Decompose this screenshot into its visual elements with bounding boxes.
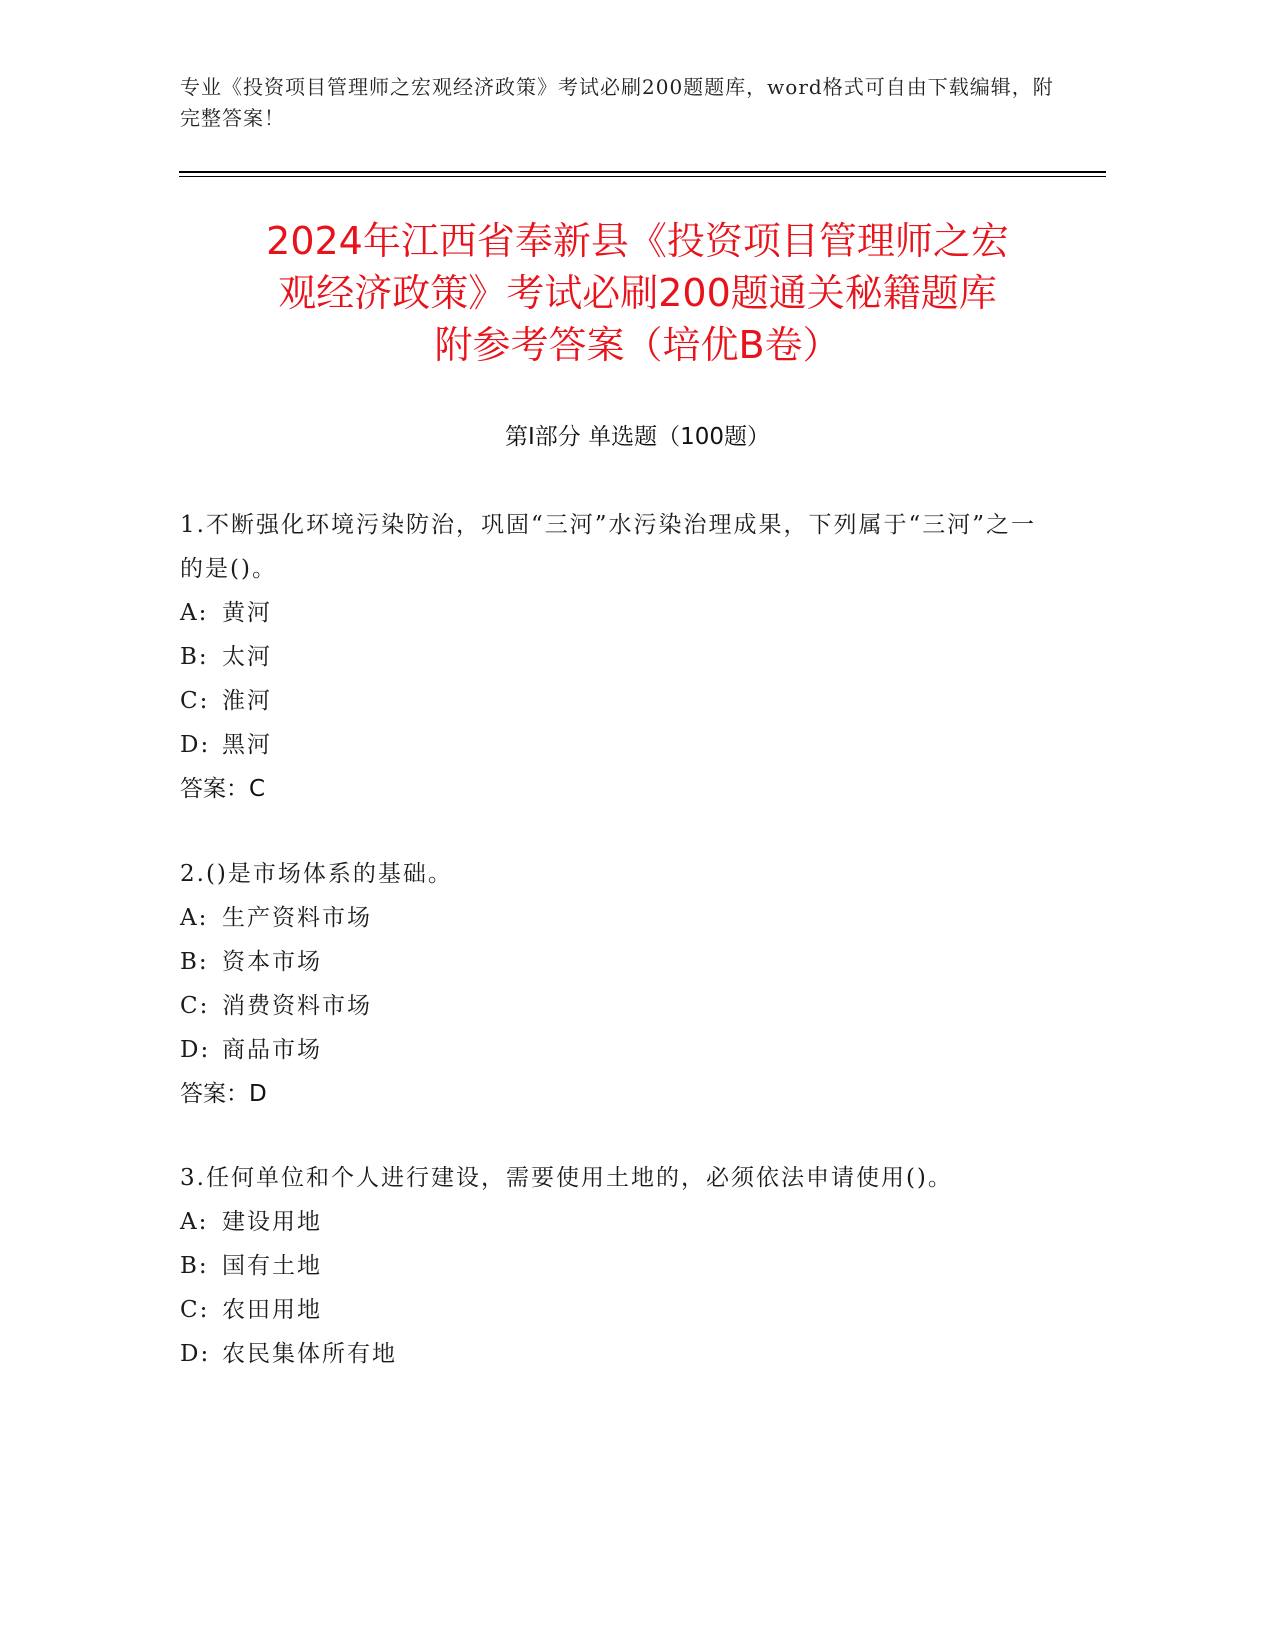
option-text: 消费资料市场 [222, 993, 372, 1019]
title-line-3: 附参考答案（培优B卷） [434, 323, 841, 367]
option-text: 资本市场 [222, 949, 322, 975]
option-d [180, 1332, 1040, 1376]
option-key: C: [180, 1297, 210, 1323]
option-d [180, 723, 1040, 767]
option-b [180, 635, 1040, 679]
question-stem: 2.()是市场体系的基础。 [180, 861, 453, 887]
option-key: D: [180, 1037, 211, 1063]
title-line-2: 观经济政策》考试必刷200题通关秘籍题库 [278, 271, 997, 315]
option-a [180, 591, 1040, 635]
header-note: 专业《投资项目管理师之宏观经济政策》考试必刷200题题库，word格式可自由下载编辑，附完整答案！ [180, 75, 1054, 130]
question-3 [180, 1156, 1040, 1376]
document-title [150, 215, 1125, 371]
option-b [180, 940, 1040, 984]
header-rule-thick [179, 171, 1106, 173]
section-heading: 第Ⅰ部分 单选题（100题） [505, 424, 770, 450]
option-text: 建设用地 [222, 1209, 322, 1235]
question-2 [180, 852, 1040, 1116]
option-text: 农民集体所有地 [222, 1341, 397, 1367]
option-c [180, 679, 1040, 723]
option-a [180, 896, 1040, 940]
question-1 [180, 503, 1040, 811]
title-line-1: 2024年江西省奉新县《投资项目管理师之宏 [266, 219, 1009, 263]
question-stem: 3.任何单位和个人进行建设，需要使用土地的，必须依法申请使用()。 [180, 1165, 953, 1191]
option-text: 淮河 [222, 688, 272, 714]
option-key: B: [180, 949, 209, 975]
question-stem: 1.不断强化环境污染防治，巩固“三河”水污染治理成果，下列属于“三河”之一的是()。 [180, 512, 1036, 582]
answer: 答案：D [180, 1081, 267, 1107]
option-key: B: [180, 644, 209, 670]
option-d [180, 1028, 1040, 1072]
option-text: 生产资料市场 [222, 905, 372, 931]
option-key: C: [180, 993, 210, 1019]
option-text: 黑河 [222, 732, 272, 758]
option-key: C: [180, 688, 210, 714]
option-b [180, 1244, 1040, 1288]
option-c [180, 1288, 1040, 1332]
option-text: 农田用地 [222, 1297, 322, 1323]
option-key: D: [180, 732, 211, 758]
option-key: A: [180, 1209, 209, 1235]
option-a [180, 1200, 1040, 1244]
option-text: 商品市场 [222, 1037, 322, 1063]
option-text: 黄河 [222, 600, 272, 626]
option-c [180, 984, 1040, 1028]
option-key: B: [180, 1253, 209, 1279]
option-key: A: [180, 905, 209, 931]
option-text: 太河 [222, 644, 272, 670]
header-rule-thin [179, 176, 1106, 177]
option-key: A: [180, 600, 209, 626]
option-text: 国有土地 [222, 1253, 322, 1279]
option-key: D: [180, 1341, 211, 1367]
answer: 答案：C [180, 776, 266, 802]
